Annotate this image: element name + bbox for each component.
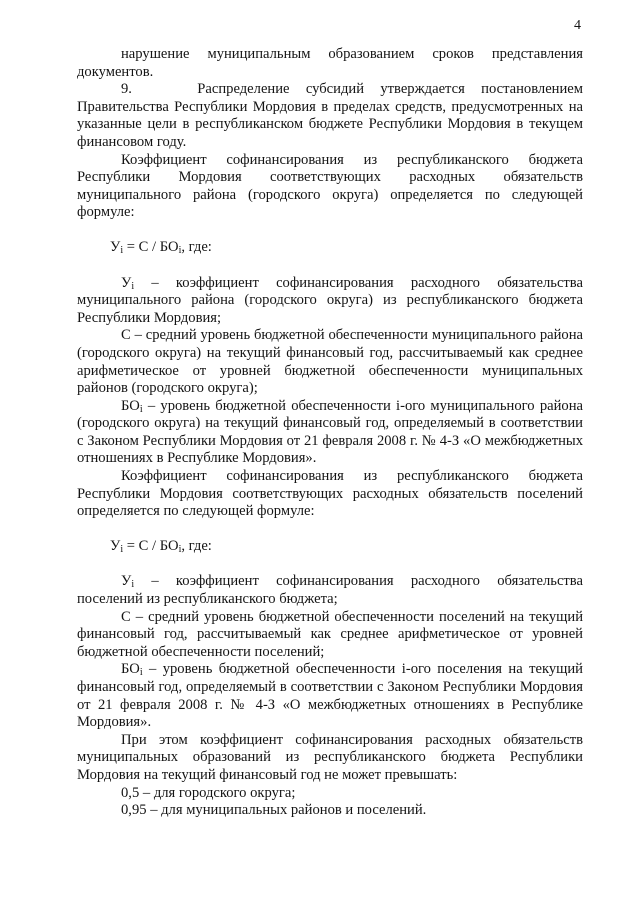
definition-y-settlement <box>77 573 583 608</box>
definition-text: – коэффициент софинансирования расходного обязательства муниципального района (городского округа) из республиканского бюджета Республики Мордовия; <box>77 274 583 326</box>
definition-symbol: У <box>121 573 132 590</box>
formula-y-subscript: i <box>120 543 124 555</box>
paragraph-coefficient-settlement-intro <box>77 468 583 521</box>
formula-bo-subscript: i <box>178 244 182 256</box>
paragraph-coefficient-settlement-intro-text: Коэффициент софинансирования из республиканского бюджета Республики Мордовия соответствующих расходных обязательств поселений определяется по следующей формуле: <box>77 468 583 520</box>
paragraph-continuation <box>77 46 583 81</box>
formula-district <box>77 239 583 257</box>
definition-c-district <box>77 327 583 397</box>
definition-bo-settlement <box>77 661 583 731</box>
formula-y-symbol: У <box>110 537 121 554</box>
limit-city-district <box>77 785 583 803</box>
formula-settlement <box>77 538 583 556</box>
paragraph-limit-intro-text: При этом коэффициент софинансирования расходных обязательств муниципальных образований из республиканского бюджета Республики Мордовия на текущий финансовый год не может превышать: <box>77 731 583 783</box>
definition-subscript: i <box>139 403 143 415</box>
paragraph-item-9-text: Распределение субсидий утверждается постановлением Правительства Республики Мордовия в пределах средств, предусмотренных на указанные цели в республиканском бюджете Республики Мордовия в текущем финансовом году. <box>77 81 584 150</box>
definition-text: – коэффициент софинансирования расходного обязательства поселений из республиканского бюджета; <box>77 573 583 608</box>
formula-y-symbol: У <box>110 238 121 255</box>
item-number: 9. <box>121 81 132 98</box>
definition-c-settlement <box>77 609 583 662</box>
paragraph-coefficient-district-intro <box>77 152 583 222</box>
paragraph-limit-intro <box>77 732 583 785</box>
page-number: 4 <box>574 18 581 33</box>
definition-text: С – средний уровень бюджетной обеспеченности поселений на текущий финансовый год, рассчитываемый как среднее арифметическое от уровней бюджетной обеспеченности поселений; <box>77 608 583 660</box>
definition-y-district <box>77 275 583 328</box>
formula-y-subscript: i <box>120 244 124 256</box>
definition-symbol: БО <box>121 397 140 414</box>
definition-text: – уровень бюджетной обеспеченности i-ого муниципального района (городского округа) на текущий финансовый год, определяемый в соответствии с Законом Республики Мордовия от 21 февраля 2008 г. № 4-З «О межбюджетных отношениях в Республике Мордовия». <box>77 397 583 467</box>
formula-body: = С / БО <box>123 537 179 554</box>
document-body <box>77 46 583 820</box>
limit-city-district-text: 0,5 – для городского округа; <box>121 784 296 801</box>
formula-tail: , где: <box>181 238 212 255</box>
formula-body: = С / БО <box>123 238 179 255</box>
definition-symbol: У <box>121 274 132 291</box>
definition-subscript: i <box>139 667 143 679</box>
paragraph-continuation-text: нарушение муниципальным образованием сроков представления документов. <box>77 46 583 80</box>
formula-tail: , где: <box>181 537 212 554</box>
limit-districts-settlements-text: 0,95 – для муниципальных районов и поселений. <box>121 802 427 819</box>
definition-text: С – средний уровень бюджетной обеспеченности муниципального района (городского округа) на текущий финансовый год, рассчитываемый как среднее арифметическое от уровней бюджетной обеспеченности муниципальных районов (городского округа); <box>77 327 583 397</box>
definition-text: – уровень бюджетной обеспеченности i-ого поселения на текущий финансовый год, определяемый в соответствии с Законом Республики Мордовия от 21 февраля 2008 г. № 4-З «О межбюджетных отношениях в Республике Мордовия». <box>77 661 583 731</box>
formula-bo-subscript: i <box>178 543 182 555</box>
paragraph-coefficient-district-intro-text: Коэффициент софинансирования из республиканского бюджета Республики Мордовия соответствующих расходных обязательств муниципального района (городского округа) определяется по следующей формуле: <box>77 151 583 221</box>
limit-districts-settlements <box>77 802 583 820</box>
definition-bo-district <box>77 398 583 468</box>
paragraph-item-9 <box>77 81 583 151</box>
definition-subscript: i <box>131 579 135 591</box>
definition-subscript: i <box>131 280 135 292</box>
definition-symbol: БО <box>121 661 140 678</box>
